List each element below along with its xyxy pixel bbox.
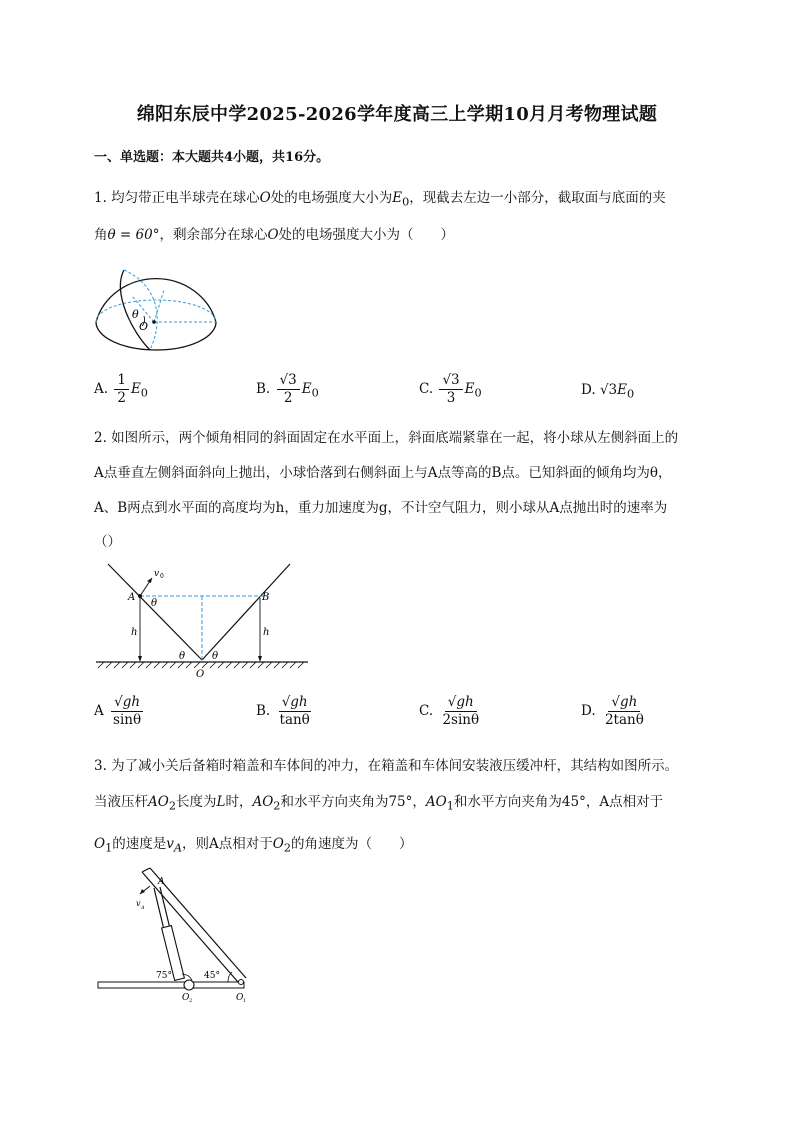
q2-fig-A: A [128, 592, 136, 603]
q3-fig-O2: O [182, 993, 190, 1003]
q2-option-c[interactable]: C. $\frac{√gh}{2\sin\theta}$ [419, 694, 480, 728]
q1-stem-line1: 1. 均匀带正电半球壳在球心O处的电场强度大小为$E_0$，现截去左边一小部分，截取面与底面的夹 [94, 190, 666, 209]
q3-fig-vA: v [136, 899, 141, 908]
q2-stem-line1: 2. 如图所示，两个倾角相同的斜面固定在水平面上，斜面底端紧靠在一起，将小球从左侧斜面上的 [94, 430, 679, 446]
q2-fig-v0: v [154, 569, 160, 579]
q3-fig-A: A [158, 877, 165, 887]
q2-option-b[interactable]: B. $\frac{√gh}{\tan\theta}$ [256, 694, 310, 728]
q2-fig-h-right: h [263, 627, 270, 638]
q3-trunk-strut-figure [96, 864, 266, 1006]
q2-fig-B: B [262, 592, 270, 603]
q2-stem-line4: （） [94, 534, 121, 550]
q2-fig-theta-left: θ [179, 651, 186, 662]
q3-fig-O1-sub: 1 [243, 998, 247, 1004]
q3-stem-line1: 3. 为了减小关后备箱时箱盖和车体间的冲力，在箱盖和车体间安装液压缓冲杆，其结构如图所示。 [94, 758, 679, 774]
q1-stem-line2: 角θ = 60°，剩余部分在球心O处的电场强度大小为（ ） [94, 227, 455, 243]
q2-stem-line2: A点垂直左侧斜面斜向上抛出，小球恰落到右侧斜面上与A点等高的B点。已知斜面的倾角均为θ， [94, 465, 672, 481]
q2-fig-theta-a: θ [151, 598, 158, 609]
q3-fig-O1: O [236, 993, 244, 1003]
q1-option-a[interactable]: A. $\frac{1}{2}$ $E_0$ [94, 372, 148, 406]
q2-option-a[interactable]: A $\frac{√gh}{\sin\theta}$ [94, 694, 142, 728]
q2-incline-figure [94, 560, 314, 682]
section-header: 一、单选题：本大题共4小题，共16分。 [94, 150, 330, 165]
q1-fig-theta: θ [132, 308, 139, 321]
q2-fig-v0-sub: 0 [160, 573, 164, 580]
q3-stem-line3: $O_1$的速度是$v_A$，则A点相对于$O_2$的角速度为（ ） [94, 836, 413, 855]
q1-fig-O: O [139, 320, 149, 333]
q2-fig-h-left: h [131, 627, 138, 638]
q1-option-c[interactable]: C. $\frac{√3}{3}$ $E_0$ [419, 372, 482, 406]
exam-title: 绵阳东辰中学2025-2026学年度高三上学期10月月考物理试题 [136, 104, 658, 125]
q1-hemisphere-figure [92, 262, 224, 357]
q3-fig-75: 75° [156, 971, 172, 981]
q3-fig-vA-sub: A [141, 905, 145, 911]
q2-fig-O: O [196, 669, 205, 680]
q3-fig-45: 45° [204, 971, 220, 981]
q1-option-b[interactable]: B. $\frac{√3}{2}$ $E_0$ [256, 372, 319, 406]
q1-option-d[interactable]: D. $√3E_0$ [581, 382, 635, 401]
q2-option-d[interactable]: D. $\frac{√gh}{2\tan\theta}$ [581, 694, 644, 728]
q3-fig-O2-sub: 2 [189, 998, 193, 1004]
q2-stem-line3: A、B两点到水平面的高度均为h，重力加速度为g，不计空气阻力，则小球从A点抛出时的速率为 [94, 500, 668, 516]
q3-stem-line2: 当液压杆$AO_2$长度为L时，$AO_2$和水平方向夹角为75°，$AO_1$和水平方向夹角为45°，A点相对于 [94, 794, 664, 813]
q2-fig-theta-right: θ [212, 651, 219, 662]
